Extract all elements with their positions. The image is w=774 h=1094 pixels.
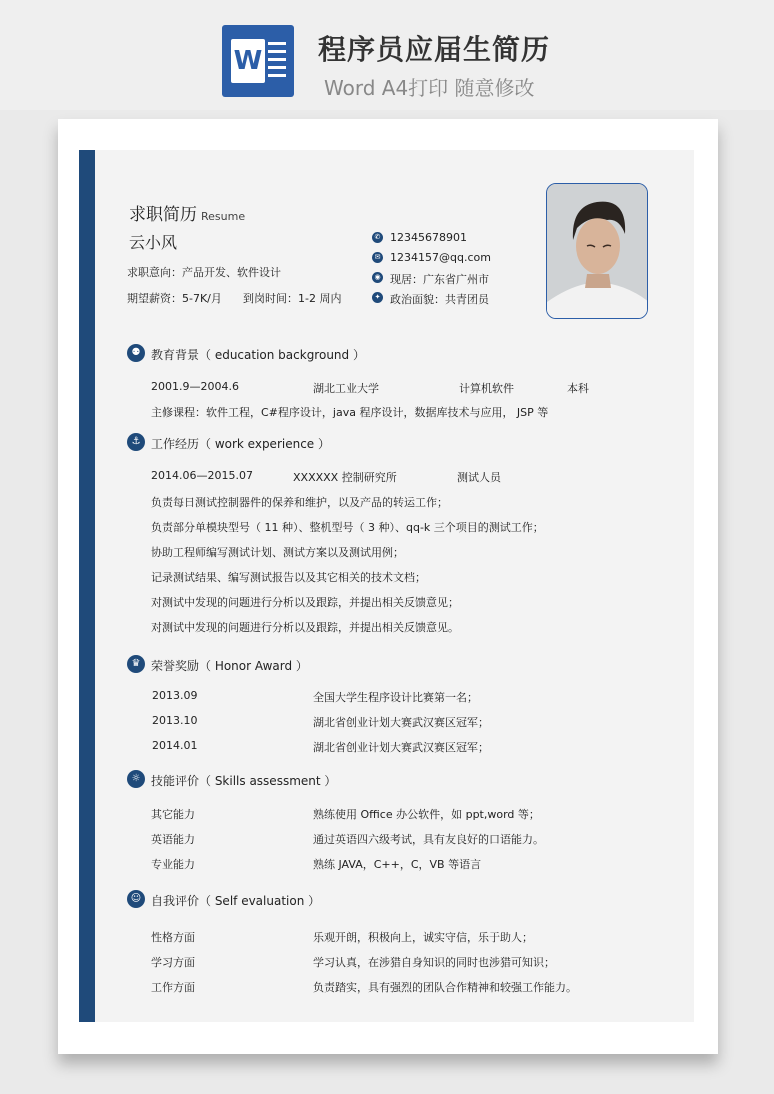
- person-icon: ☺: [127, 890, 145, 908]
- contact-location: 现居：广东省广州市: [390, 273, 489, 286]
- resume-title: [129, 200, 245, 225]
- work-company: XXXXXX 控制研究所: [293, 471, 397, 484]
- self-text: 负责踏实，具有强烈的团队合作精神和较强工作能力。: [313, 981, 577, 994]
- work-duty: 负责部分单模块型号（ 11 种）、整机型号（ 3 种）、qq-k 三个项目的测试工作；: [151, 521, 544, 534]
- resume-title-en: Resume: [201, 210, 246, 223]
- work-duty: 对测试中发现的问题进行分析以及跟踪，并提出相关反馈意见；: [151, 596, 459, 609]
- work-duty: 对测试中发现的问题进行分析以及跟踪，并提出相关反馈意见。: [151, 621, 459, 634]
- work-title: 工作经历（ work experience ）: [151, 437, 330, 451]
- work-duty: 协助工程师编写测试计划、测试方案以及测试用例；: [151, 546, 404, 559]
- word-logo-letter: W: [231, 39, 265, 83]
- resume-title-cn: 求职简历: [129, 205, 197, 225]
- email-icon: ✉: [372, 252, 383, 263]
- contact-politics: 政治面貌：共青团员: [390, 293, 489, 306]
- location-icon: ◉: [372, 272, 383, 283]
- arrival-time: 到岗时间：1-2 周内: [243, 292, 342, 305]
- self-label: 学习方面: [151, 956, 195, 969]
- self-text: 学习认真，在涉猎自身知识的同时也涉猎可知识；: [313, 956, 555, 969]
- skill-text: 熟练使用 Office 办公软件，如 ppt,word 等；: [313, 808, 540, 821]
- education-courses: 主修课程：软件工程，C#程序设计，java 程序设计，数据库技术与应用， JSP 等: [151, 406, 549, 419]
- work-period: 2014.06—2015.07: [151, 469, 253, 482]
- expected-salary: 期望薪资：5-7K/月: [127, 292, 222, 305]
- people-icon: ⚉: [127, 344, 145, 362]
- banner-subtitle: Word A4打印 随意修改: [324, 76, 535, 100]
- education-period: 2001.9—2004.6: [151, 380, 239, 393]
- skill-text: 通过英语四六级考试，具有友良好的口语能力。: [313, 833, 544, 846]
- banner-title: 程序员应届生简历: [318, 33, 551, 66]
- skill-label: 其它能力: [151, 808, 195, 821]
- work-duty: 记录测试结果、编写测试报告以及其它相关的技术文档；: [151, 571, 426, 584]
- contact-phone: 12345678901: [390, 231, 467, 244]
- skills-title: 技能评价（ Skills assessment ）: [151, 774, 337, 788]
- job-intention: 求职意向：产品开发、软件设计: [127, 266, 281, 279]
- self-label: 性格方面: [151, 931, 195, 944]
- skill-label: 专业能力: [151, 858, 195, 871]
- education-school: 湖北工业大学: [313, 382, 379, 395]
- self-title: 自我评价（ Self evaluation ）: [151, 894, 321, 908]
- self-text: 乐观开朗，积极向上，诚实守信，乐于助人；: [313, 931, 533, 944]
- anchor-icon: ⚓: [127, 433, 145, 451]
- lightbulb-icon: ☼: [127, 770, 145, 788]
- contact-email: 1234157@qq.com: [390, 251, 491, 264]
- profile-photo: [546, 183, 648, 319]
- honor-date: 2014.01: [152, 739, 198, 752]
- education-title: 教育背景（ education background ）: [151, 348, 365, 362]
- medal-icon: ♛: [127, 655, 145, 673]
- candidate-name: 云小风: [129, 233, 178, 252]
- education-degree: 本科: [567, 382, 589, 395]
- honor-text: 湖北省创业计划大赛武汉赛区冠军；: [313, 741, 489, 754]
- skill-text: 熟练 JAVA，C++，C，VB 等语言: [313, 858, 482, 871]
- accent-bar: [79, 150, 95, 1022]
- self-label: 工作方面: [151, 981, 195, 994]
- politics-icon: ✦: [372, 292, 383, 303]
- honors-title: 荣誉奖励（ Honor Award ）: [151, 659, 308, 673]
- phone-icon: ✆: [372, 232, 383, 243]
- education-major: 计算机软件: [459, 382, 514, 395]
- honor-text: 全国大学生程序设计比赛第一名；: [313, 691, 478, 704]
- honor-date: 2013.09: [152, 689, 198, 702]
- work-duty: 负责每日测试控制器件的保养和维护，以及产品的转运工作；: [151, 496, 448, 509]
- word-logo-icon: [222, 25, 294, 97]
- honor-date: 2013.10: [152, 714, 198, 727]
- skill-label: 英语能力: [151, 833, 195, 846]
- honor-text: 湖北省创业计划大赛武汉赛区冠军；: [313, 716, 489, 729]
- work-position: 测试人员: [457, 471, 501, 484]
